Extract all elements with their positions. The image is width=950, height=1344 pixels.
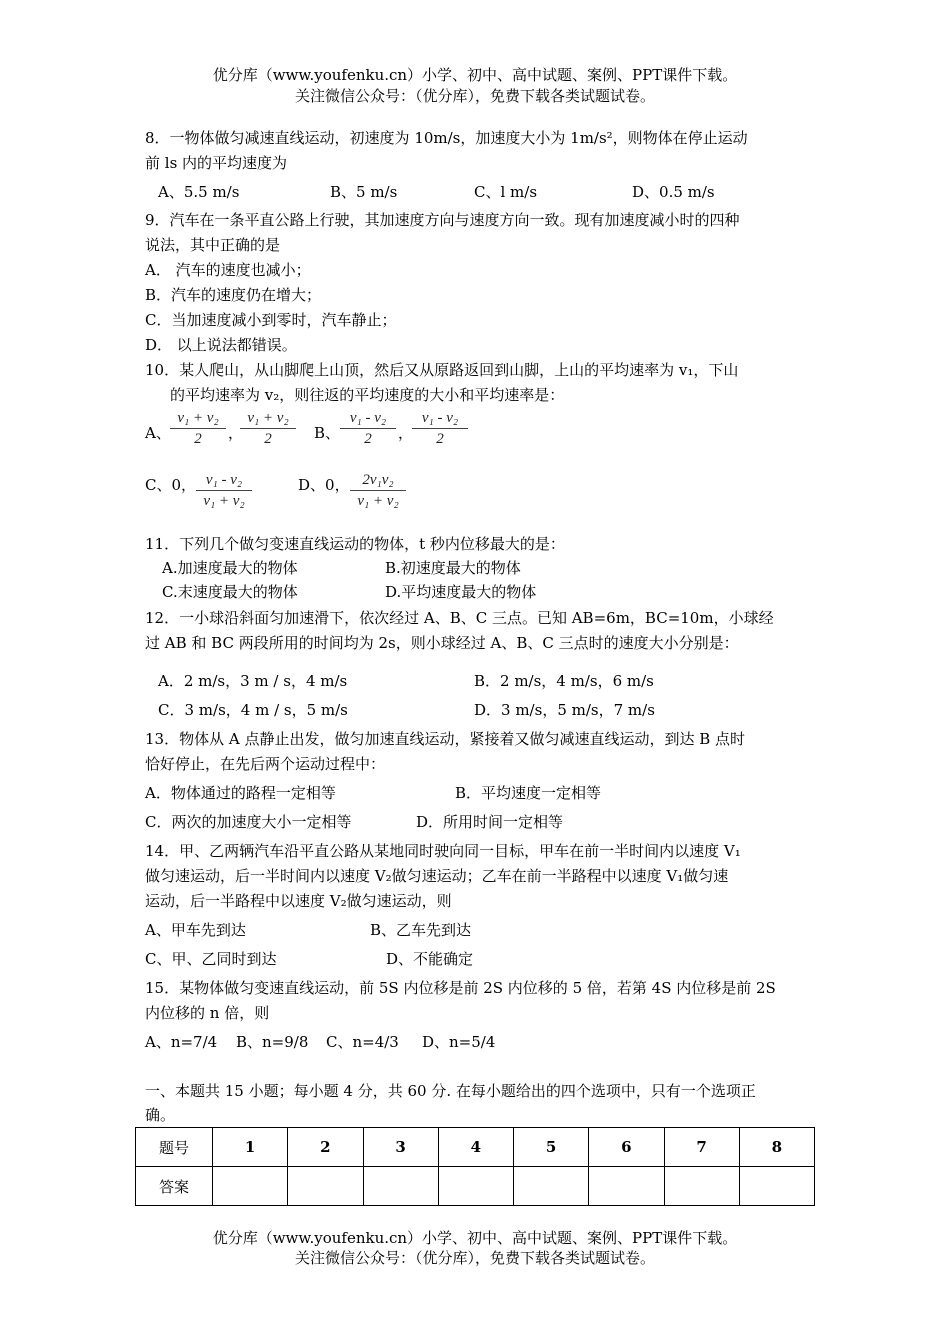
q8-stem-line-2: 前 ls 内的平均速度为 <box>145 154 288 172</box>
q14-option-b: B、乙车先到达 <box>370 921 472 939</box>
question-number-cell: 5 <box>514 1128 589 1167</box>
q10-a-fraction-1-denominator: 2 <box>194 431 202 447</box>
q8-option-d: D、0.5 m/s <box>632 183 715 201</box>
q9-option-c: C．当加速度减小到零时，汽车静止； <box>145 311 397 329</box>
q10-b-fraction-2-numerator: v₁ - v₂ <box>412 410 468 429</box>
q10-d-fraction-numerator: 2v₁v₂ <box>350 472 406 491</box>
answer-cell[interactable] <box>363 1167 438 1206</box>
q10-option-d-label: D、0， <box>298 476 350 494</box>
q12-option-b: B．2 m/s，4 m/s，6 m/s <box>474 672 654 690</box>
answer-table-header-row <box>136 1128 815 1167</box>
question-number-cell: 8 <box>739 1128 814 1167</box>
question-number-cell: 4 <box>438 1128 513 1167</box>
q11-option-a: A.加速度最大的物体 <box>162 559 298 577</box>
answer-table-answer-row <box>136 1167 815 1206</box>
q10-b-fraction-2 <box>412 410 468 448</box>
q13-stem-line-1: 13．物体从 A 点静止出发，做匀加速直线运动，紧接着又做匀减速直线运动，到达 B 点时 <box>145 730 746 748</box>
q10-b-fraction-1-denominator: 2 <box>364 431 372 447</box>
q11-option-d: D.平均速度最大的物体 <box>385 583 537 601</box>
q10-option-c-label: C、0， <box>145 476 197 494</box>
q10-a-fraction-2-denominator: 2 <box>264 431 272 447</box>
q10-option-a-label: A、 <box>145 424 171 442</box>
q15-option-a: A、n=7/4 <box>145 1033 218 1051</box>
q10-a-fraction-1-numerator: v₁ + v₂ <box>170 410 226 429</box>
answer-cell[interactable] <box>438 1167 513 1206</box>
q15-option-b: B、n=9/8 <box>236 1033 309 1051</box>
q9-option-a: A． 汽车的速度也减小； <box>145 261 311 279</box>
q10-a-fraction-2 <box>240 410 296 448</box>
question-number-cell: 2 <box>288 1128 363 1167</box>
question-number-cell: 7 <box>664 1128 739 1167</box>
q8-option-a: A、5.5 m/s <box>158 183 240 201</box>
q10-b-separator: ， <box>398 424 414 442</box>
q15-stem-line-2: 内位移的 n 倍，则 <box>145 1004 270 1022</box>
answer-cell[interactable] <box>589 1167 664 1206</box>
q8-stem-line-1: 8．一物体做匀减速直线运动，初速度为 10m/s，加速度大小为 1m/s²，则物体在停止运动 <box>145 129 748 147</box>
answer-table <box>135 1127 815 1206</box>
q10-a-fraction-1 <box>170 410 226 448</box>
footer-line-2: 关注微信公众号：（优分库），免费下载各类试题试卷。 <box>294 1249 655 1267</box>
q10-b-fraction-1 <box>340 410 396 448</box>
q11-stem: 11．下列几个做匀变速直线运动的物体，t 秒内位移最大的是： <box>145 535 565 553</box>
q14-stem-line-1: 14．甲、乙两辆汽车沿平直公路从某地同时驶向同一目标，甲车在前一半时间内以速度 V₁ <box>145 842 741 860</box>
q9-option-d: D． 以上说法都错误。 <box>145 336 297 354</box>
q10-a-separator: ， <box>228 424 244 442</box>
q12-stem-line-2: 过 AB 和 BC 两段所用的时间均为 2s，则小球经过 A、B、C 三点时的速度大小分别是： <box>145 634 739 652</box>
q15-stem-line-1: 15．某物体做匀变速直线运动，前 5S 内位移是前 2S 内位移的 5 倍，若第 4S 内位移是前 2S <box>145 979 776 997</box>
q15-option-c: C、n=4/3 <box>326 1033 399 1051</box>
question-number-cell: 6 <box>589 1128 664 1167</box>
q13-option-c: C．两次的加速度大小一定相等 <box>145 813 352 831</box>
q10-c-fraction <box>196 472 252 510</box>
answer-cell[interactable] <box>514 1167 589 1206</box>
question-number-cell: 1 <box>213 1128 288 1167</box>
q11-option-c: C.末速度最大的物体 <box>162 583 298 601</box>
answer-cell[interactable] <box>739 1167 814 1206</box>
section-instructions-line-2: 确。 <box>145 1106 176 1124</box>
q9-option-b: B．汽车的速度仍在增大； <box>145 286 322 304</box>
q12-option-d: D．3 m/s，5 m/s，7 m/s <box>474 701 655 719</box>
q13-option-a: A．物体通过的路程一定相等 <box>145 784 336 802</box>
q12-stem-line-1: 12．一小球沿斜面匀加速滑下，依次经过 A、B、C 三点。已知 AB=6m，BC=10m，小球经 <box>145 609 774 627</box>
section-instructions-line-1: 一、本题共 15 小题；每小题 4 分，共 60 分. 在每小题给出的四个选项中，只有一个选项正 <box>145 1082 756 1100</box>
answer-label: 答案 <box>136 1167 213 1206</box>
q14-option-a: A、甲车先到达 <box>145 921 246 939</box>
header-line-2: 关注微信公众号：（优分库），免费下载各类试题试卷。 <box>294 87 655 105</box>
q10-stem-line-2: 的平均速率为 v₂，则往返的平均速度的大小和平均速率是： <box>170 386 565 404</box>
q13-option-d: D．所用时间一定相等 <box>416 813 564 831</box>
q15-option-d: D、n=5/4 <box>422 1033 496 1051</box>
q14-option-d: D、不能确定 <box>386 950 474 968</box>
q9-stem-line-2: 说法，其中正确的是 <box>145 236 281 254</box>
q10-a-fraction-2-numerator: v₁ + v₂ <box>240 410 296 429</box>
q9-stem-line-1: 9．汽车在一条平直公路上行驶，其加速度方向与速度方向一致。现有加速度减小时的四种 <box>145 211 740 229</box>
q12-option-a: A．2 m/s，3 m / s，4 m/s <box>158 672 348 690</box>
answer-cell[interactable] <box>664 1167 739 1206</box>
q14-stem-line-3: 运动，后一半路程中以速度 V₂做匀速运动，则 <box>145 892 452 910</box>
q10-stem-line-1: 10．某人爬山，从山脚爬上山顶，然后又从原路返回到山脚，上山的平均速率为 v₁，下山 <box>145 361 739 379</box>
question-number-label: 题号 <box>136 1128 213 1167</box>
q14-stem-line-2: 做匀速运动，后一半时间内以速度 V₂做匀速运动；乙车在前一半路程中以速度 V₁做匀速 <box>145 867 729 885</box>
q10-option-b-label: B、 <box>314 424 341 442</box>
answer-cell[interactable] <box>288 1167 363 1206</box>
q13-stem-line-2: 恰好停止，在先后两个运动过程中： <box>145 755 386 773</box>
footer-line-1: 优分库（www.youfenku.cn）小学、初中、高中试题、案例、PPT课件下载。 <box>212 1229 738 1247</box>
q8-option-c: C、l m/s <box>474 183 538 201</box>
q10-c-fraction-numerator: v₁ - v₂ <box>196 472 252 491</box>
q10-b-fraction-1-numerator: v₁ - v₂ <box>340 410 396 429</box>
q12-option-c: C．3 m/s，4 m / s，5 m/s <box>158 701 348 719</box>
q10-b-fraction-2-denominator: 2 <box>436 431 444 447</box>
q14-option-c: C、甲、乙同时到达 <box>145 950 277 968</box>
answer-cell[interactable] <box>213 1167 288 1206</box>
q10-d-fraction-denominator: v₁ + v₂ <box>357 493 399 509</box>
q11-option-b: B.初速度最大的物体 <box>385 559 521 577</box>
q10-d-fraction <box>350 472 406 510</box>
q8-option-b: B、5 m/s <box>330 183 398 201</box>
header-line-1: 优分库（www.youfenku.cn）小学、初中、高中试题、案例、PPT课件下载。 <box>212 66 738 84</box>
q13-option-b: B．平均速度一定相等 <box>455 784 602 802</box>
question-number-cell: 3 <box>363 1128 438 1167</box>
q10-c-fraction-denominator: v₁ + v₂ <box>203 493 245 509</box>
